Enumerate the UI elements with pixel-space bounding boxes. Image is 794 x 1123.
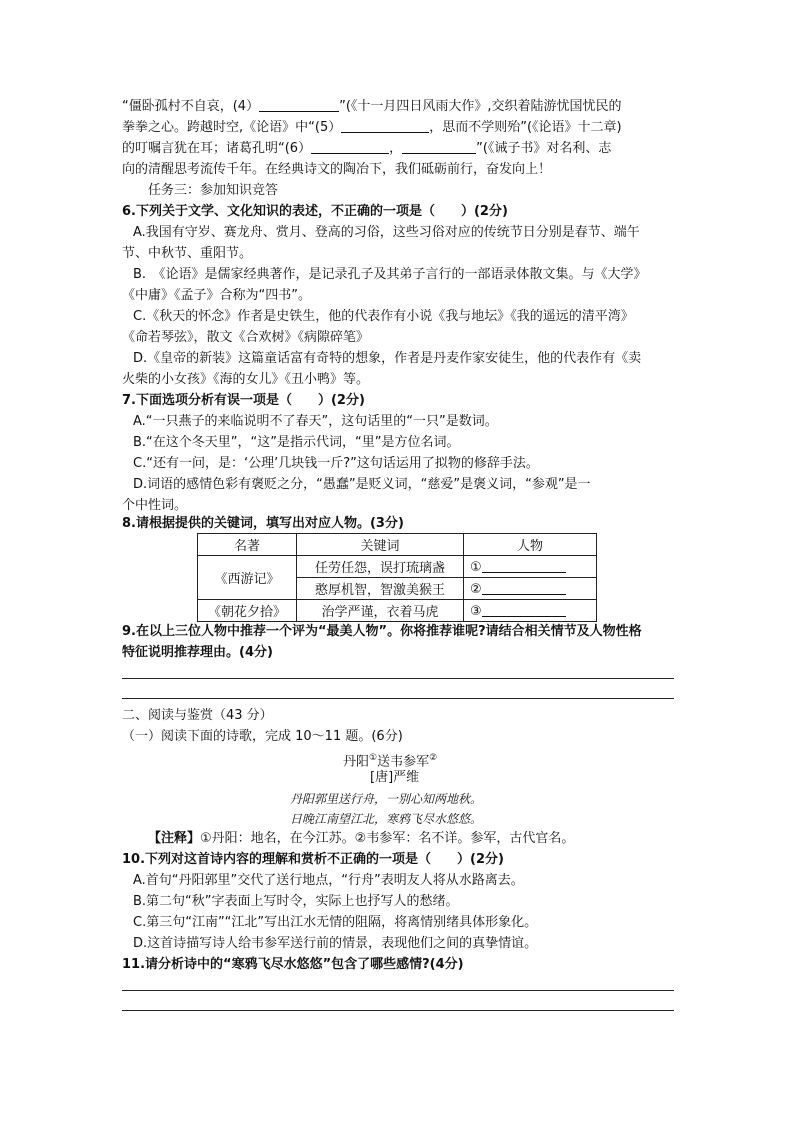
poem-title-a: 丹阳 — [343, 754, 370, 770]
table-row — [198, 600, 597, 622]
intro-line-1 — [122, 97, 622, 117]
table-row — [198, 556, 597, 578]
header-book: 名著 — [198, 534, 297, 556]
answer-number: ① — [470, 560, 482, 575]
q10-option-c: C.第三句“江南”“江北”写出江水无情的阻隔，将离情别绪具体形象化。 — [133, 915, 538, 930]
answer-line[interactable] — [122, 1010, 674, 1011]
poem-author: [唐]严维 — [370, 770, 420, 785]
q7-option-b: B.“在这个冬天里”，“这”是指示代词，“里”是方位名词。 — [133, 435, 460, 450]
q10-option-a: A.首句“丹阳郭里”交代了送行地点，“行舟”表明友人将从水路离去。 — [133, 873, 524, 888]
header-person: 人物 — [464, 534, 597, 556]
book-cell: 《朝花夕拾》 — [198, 600, 297, 622]
q6-option-a-line2: 节、中秋节、重阳节。 — [122, 246, 253, 261]
book-cell: 《西游记》 — [198, 556, 297, 600]
intro-line-1-text-a: “僵卧孤村不自哀，(4） — [122, 99, 260, 114]
q6-option-d-line2: 火柴的小女孩》《海的女儿》《丑小鸭》等。 — [122, 372, 370, 387]
table-header-row — [198, 534, 597, 556]
keyword-cell: 憨厚机智，智激美猴王 — [297, 578, 464, 600]
q7-option-a: A.“一只燕子的来临说明不了春天”，这句话里的“一只”是数词。 — [133, 414, 498, 429]
q7-option-d-line2: 个中性词。 — [122, 498, 188, 513]
answer-blank-6b[interactable] — [402, 139, 476, 154]
answer-number: ② — [470, 582, 482, 597]
poem-notes — [148, 829, 574, 849]
q7-stem: 7.下面选项分析有误一项是（ ）(2分) — [122, 393, 365, 408]
notes-text: ①丹阳：地名，在今江苏。②韦参军：名不详。参军，古代官名。 — [200, 831, 575, 846]
answer-blank-5[interactable] — [341, 118, 429, 133]
poem-line-2: 日晚江南望江北，寒鸦飞尽水悠悠。 — [290, 812, 483, 826]
person-cell — [464, 556, 597, 578]
intro-line-2-text-a: 拳拳之心。跨越时空,《论语》中“(5） — [122, 120, 342, 135]
intro-line-2-text-b: ，思而不学则殆”(《论语》十二章) — [429, 120, 622, 135]
poem-line-1: 丹阳郭里送行舟，一别心知两地秋。 — [290, 792, 483, 806]
q8-keyword-table — [197, 533, 597, 622]
q6-stem: 6.下列关于文学、文化知识的表述，不正确的一项是（ ）(2分) — [122, 204, 508, 219]
task3-heading: 任务三：参加知识竞答 — [148, 183, 279, 198]
answer-blank-person-1[interactable] — [482, 558, 566, 573]
keyword-cell: 治学严谨，衣着马虎 — [297, 600, 464, 622]
intro-line-3-text-b: ”(《诫子书》对名利、志 — [476, 141, 612, 156]
answer-number: ③ — [470, 604, 482, 619]
q7-option-d-line1: D.词语的感情色彩有褒贬之分，“愚蠢”是贬义词，“慈爱”是褒义词，“参观”是一 — [133, 477, 591, 492]
keyword-cell: 任劳任怨，误打琉璃盏 — [297, 556, 464, 578]
q6-option-a-line1: A.我国有守岁、赛龙舟、赏月、登高的习俗，这些习俗对应的传统节日分别是春节、端午 — [133, 225, 640, 240]
answer-line[interactable] — [122, 698, 674, 699]
intro-line-3 — [122, 139, 611, 159]
part-1-heading: （一）阅读下面的诗歌，完成 10～11 题。(6分) — [122, 729, 403, 744]
answer-blank-4[interactable] — [259, 97, 339, 112]
person-cell — [464, 600, 597, 622]
intro-line-3-text-a: 的叮嘱言犹在耳；诸葛孔明“(6） — [122, 141, 312, 156]
q9-stem-line2: 特征说明推荐理由。(4分) — [122, 645, 273, 660]
q6-option-b-line2: 《中庸》《孟子》合称为“四书”。 — [122, 288, 311, 303]
q6-option-b-line1: B. 《论语》是儒家经典著作，是记录孔子及其弟子言行的一部语录体散文集。与《大学》 — [133, 267, 647, 282]
intro-line-3-sep: ， — [389, 141, 403, 156]
person-cell — [464, 578, 597, 600]
q10-option-b: B.第二句“秋”字表面上写时令，实际上也抒写人的愁绪。 — [133, 894, 459, 909]
q9-stem-line1: 9.在以上三位人物中推荐一个评为“最美人物”。你将推荐谁呢?请结合相关情节及人物性格 — [122, 624, 642, 639]
intro-line-2 — [122, 118, 622, 138]
q10-option-d: D.这首诗描写诗人给韦参军送行前的情景，表现他们之间的真挚情谊。 — [133, 936, 538, 951]
q6-option-c-line2: 《命若琴弦》，散文《合欢树》《病隙碎笔》 — [122, 330, 370, 345]
footnote-mark-2: ② — [429, 753, 438, 763]
answer-blank-6a[interactable] — [311, 139, 389, 154]
notes-label: 【注释】 — [148, 831, 201, 846]
intro-line-1-text-b: ”(《十一月四日风雨大作》,交织着陆游忧国忧民的 — [339, 99, 622, 114]
q10-stem: 10.下列对这首诗内容的理解和赏析不正确的一项是（ ）(2分) — [122, 852, 504, 867]
intro-line-4: 向的清醒思考流传千年。在经典诗文的陶冶下，我们砥砺前行，奋发向上！ — [122, 162, 552, 177]
q11-stem: 11.请分析诗中的“寒鸦飞尽水悠悠”包含了哪些感情?(4分) — [122, 957, 464, 972]
q6-option-c-line1: C.《秋天的怀念》作者是史铁生，他的代表作有小说《我与地坛》《我的遥远的清平湾》 — [133, 309, 634, 324]
answer-line[interactable] — [122, 990, 674, 991]
poem-title-b: 送韦参军 — [377, 754, 430, 770]
answer-blank-person-2[interactable] — [482, 580, 566, 595]
section-2-heading: 二、阅读与鉴赏（43 分） — [122, 708, 273, 723]
answer-blank-person-3[interactable] — [482, 602, 566, 617]
answer-line[interactable] — [122, 678, 674, 679]
header-keywords: 关键词 — [297, 534, 464, 556]
q7-option-c: C.“还有一问，是：‘公理’几块钱一斤?”这句话运用了拟物的修辞手法。 — [133, 456, 539, 471]
footnote-mark-1: ① — [369, 753, 378, 763]
q6-option-d-line1: D.《皇帝的新装》这篇童话富有奇特的想象，作者是丹麦作家安徒生，他的代表作有《卖 — [133, 351, 642, 366]
q8-stem: 8.请根据提供的关键词，填写出对应人物。(3分) — [122, 516, 404, 531]
